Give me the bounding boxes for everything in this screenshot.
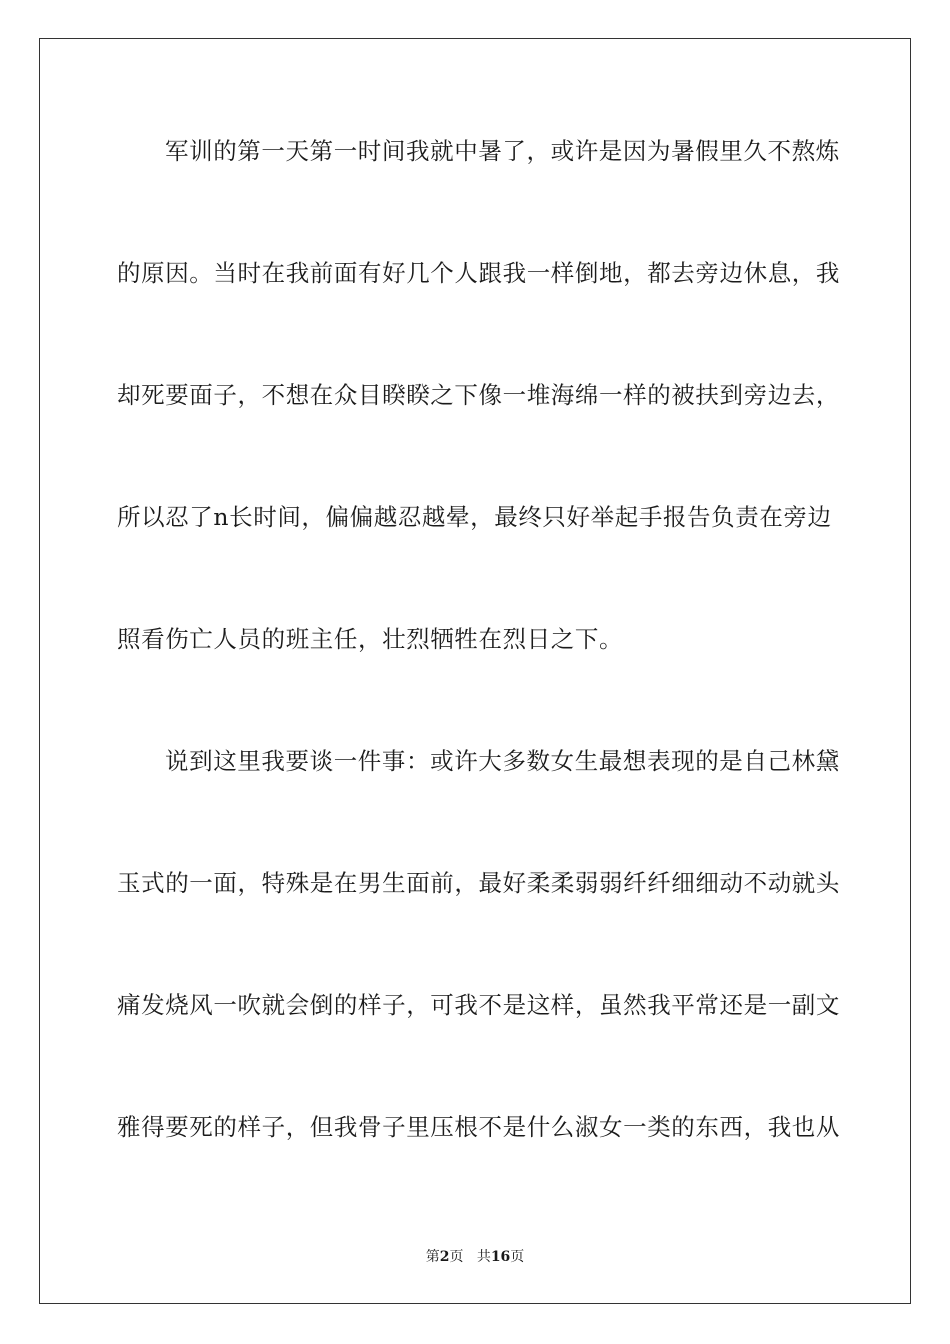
footer-page-suffix: 页 [449, 1249, 464, 1265]
paragraph-2-line-3: 痛发烧风一吹就会倒的样子，可我不是这样，虽然我平常还是一副文 [117, 991, 840, 1019]
page-footer [0, 1248, 950, 1266]
footer-total-pages: 16 [490, 1249, 511, 1265]
paragraph-1-line-5: 照看伤亡人员的班主任，壮烈牺牲在烈日之下。 [117, 625, 624, 653]
footer-page-prefix: 第 [425, 1249, 440, 1265]
paragraph-2-line-1: 说到这里我要谈一件事：或许大多数女生最想表现的是自己林黛 [165, 747, 840, 775]
footer-total-prefix: 共 [476, 1249, 491, 1265]
paragraph-2-line-4: 雅得要死的样子，但我骨子里压根不是什么淑女一类的东西，我也从 [117, 1113, 840, 1141]
paragraph-1-line-3: 却死要面子，不想在众目睽睽之下像一堆海绵一样的被扶到旁边去， [117, 381, 840, 409]
paragraph-1-line-4: 所以忍了n长时间，偏偏越忍越晕，最终只好举起手报告负责在旁边 [117, 503, 832, 531]
footer-page-number: 2 [439, 1249, 450, 1265]
footer-total-suffix: 页 [510, 1249, 525, 1265]
paragraph-1-line-2: 的原因。当时在我前面有好几个人跟我一样倒地，都去旁边休息，我 [117, 259, 840, 287]
paragraph-1-line-1: 军训的第一天第一时间我就中暑了，或许是因为暑假里久不熬炼 [165, 137, 840, 165]
paragraph-2-line-2: 玉式的一面，特殊是在男生面前，最好柔柔弱弱纤纤细细动不动就头 [117, 869, 840, 897]
